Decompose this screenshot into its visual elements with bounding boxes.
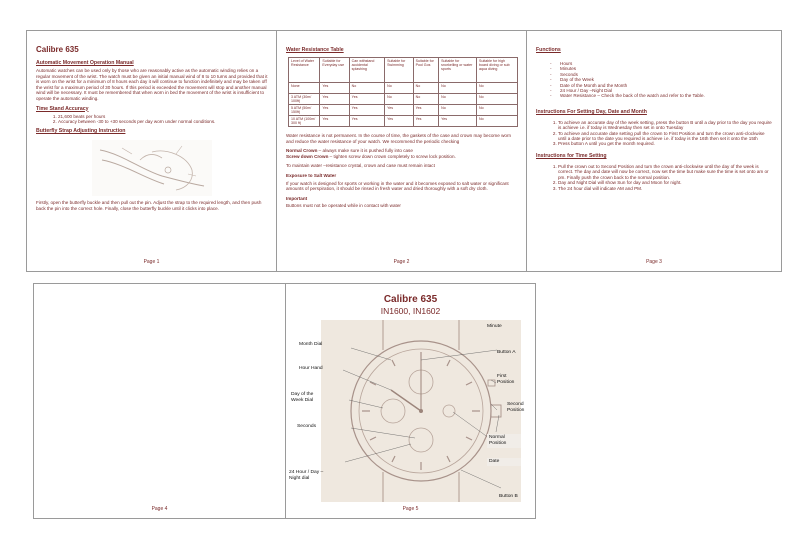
table-header-cell: Suitable for Swimming (385, 58, 413, 83)
label-24-hour-dial: 24 Hour / Day – Night dial (289, 470, 324, 481)
water-para: Water resistance is not permanent. In the course of time, the gaskets of the case and crown may become worn and reduce the water resistance of your watch. We recommend the periodic checking (286, 133, 512, 144)
table-cell: 10 ATM (100m/ 300 ft) (289, 116, 320, 127)
water-resistance-table (288, 57, 518, 127)
table-row (289, 105, 518, 116)
time-heading: Instructions for Time Setting (536, 152, 607, 159)
table-cell: Yes (320, 105, 349, 116)
page-number: Page 4 (151, 506, 168, 512)
table-cell: Yes (413, 105, 439, 116)
table-cell: No (477, 116, 518, 127)
important-heading: Important (286, 195, 308, 201)
water-table-heading: Water Resistance Table (286, 47, 344, 53)
label-button-b: Button B (499, 494, 518, 499)
accuracy-list (36, 114, 268, 125)
label-second-position: Second Position (507, 402, 525, 413)
function-item: - 24 Hour / Day –Night Dial (550, 88, 773, 93)
table-cell: No (477, 105, 518, 116)
table-cell: Yes (385, 116, 413, 127)
normal-crown-label: Normal Crown (286, 148, 318, 154)
operation-heading: Automatic Movement Operation Manual (36, 60, 134, 66)
time-list (536, 164, 773, 191)
table-cell: No (439, 83, 477, 94)
strap-heading: Butterfly Strap Adjusting Instruction (36, 128, 126, 135)
setting-heading: Instructions For Setting Day, Date and Month (536, 108, 647, 115)
table-row (289, 116, 518, 127)
table-cell: Yes (349, 94, 385, 105)
table-cell: No (385, 94, 413, 105)
time-item: 3. The 24 hour dial will indicate AM and PM. (558, 186, 773, 191)
label-button-a: Button A (497, 350, 516, 355)
table-cell: 5 ATM (50m/ 150ft) (289, 105, 320, 116)
table-cell: Yes (439, 116, 477, 127)
table-cell: No (349, 83, 385, 94)
functions-heading: Functions (536, 47, 561, 53)
table-cell: No (439, 94, 477, 105)
table-cell: Yes (385, 105, 413, 116)
table-cell: Yes (349, 105, 385, 116)
table-cell: No (413, 83, 439, 94)
table-cell: No (413, 94, 439, 105)
watch-drawing (321, 320, 521, 502)
table-header-cell: Suitable for high board diving or sub aqua diving (477, 58, 518, 83)
salt-text: If your watch is designed for sports or working in the water and it becomes exposed to salt water or significant amounts of perspiration, it should be rinsed in fresh water and dried thoroughly with a soft dry cloth. (286, 180, 509, 192)
label-hour-hand: Hour Hand (299, 366, 323, 371)
function-item: - Hours (550, 61, 773, 66)
table-header-row (289, 58, 518, 83)
manual-page-1 (26, 30, 277, 272)
page-number: Page 1 (143, 259, 160, 265)
screw-crown-text: – tighten screw down crown completely to screw lock position. (328, 153, 456, 159)
accuracy-item: 2. Accuracy between -30 to +30 seconds per day worn under normal conditions. (58, 119, 268, 124)
salt-heading: Exposure to Salt Water (286, 172, 337, 178)
page-number: Page 5 (402, 506, 419, 512)
table-cell: No (439, 105, 477, 116)
strap-text: Firstly, open the butterfly buckle and then pull out the pin. Adjust the strap to the required length, and then push back the pin into the correct hole. Finally, close the butterfly buckle until it clicks into place. (36, 200, 262, 211)
setting-item: 1. To achieve an accurate day of the week setting, press the button B until a day prior to the day you require is achieve i.e. if today is Wednesday then set in onto Tuesday (558, 120, 773, 131)
table-cell: No (477, 83, 518, 94)
setting-item: 3. Press button A until you get the month required. (558, 141, 773, 146)
crown-notes (286, 148, 518, 159)
table-cell: None (289, 83, 320, 94)
label-minute: Minute (487, 324, 502, 329)
table-header-cell: Can withstand accidental splashing (349, 58, 385, 83)
table-cell: Yes (349, 116, 385, 127)
function-item: - Day of the Week (550, 77, 773, 82)
function-item: - Water Resistance – Check the back of the watch and refer to the Table. (550, 93, 773, 98)
table-cell: Yes (413, 116, 439, 127)
normal-crown-text: – always make sure it is pushed fully into case (317, 148, 413, 154)
page5-subtitle: IN1600, IN1602 (380, 306, 441, 316)
manual-page-2 (276, 30, 527, 272)
watch-diagram (289, 320, 525, 502)
page-number: Page 3 (646, 259, 662, 265)
page5-title: Calibre 635 (383, 294, 438, 305)
function-item: - Seconds (550, 72, 773, 77)
page-number: Page 2 (393, 259, 410, 265)
setting-list (536, 120, 773, 147)
table-header-cell: Level of Water Resistance (289, 58, 320, 83)
screw-crown-label: Screw down Crown (286, 153, 329, 159)
function-item: - Minutes (550, 66, 773, 71)
label-day-of-week: Day of the Week Dial (291, 392, 314, 403)
accuracy-heading: Time Stand Accuracy (36, 105, 89, 112)
setting-item: 2. To achieve and accurate date setting pull the crown to First Position and turn the crown anti-clockwise until a date prior to the date you required is achieve i.e. if today is the 16th then set it onto the 15th (558, 131, 773, 142)
page1-title: Calibre 635 (36, 45, 79, 54)
label-date: Date (487, 458, 521, 466)
accuracy-item: 1. 21,600 beats per hours (58, 114, 268, 119)
table-row (289, 94, 518, 105)
table-header-cell: Suitable for snorkelling or water sports (439, 58, 477, 83)
label-month-dial: Month Dial (299, 342, 323, 347)
table-cell: No (385, 83, 413, 94)
manual-page-3 (526, 30, 782, 272)
function-item: - Date of the Month and the Month (550, 83, 773, 88)
table-cell: Yes (320, 94, 349, 105)
table-cell: Yes (320, 116, 349, 127)
table-header-cell: Suitable for Pool Gos (413, 58, 439, 83)
table-cell: Yes (320, 83, 349, 94)
strap-illustration (92, 140, 212, 196)
table-row (289, 83, 518, 94)
time-item: 2. Day and Night Dial will show Sun for day and Moon for night. (558, 180, 773, 185)
important-text: Buttons must not be operated while in contact with water (286, 203, 401, 209)
manual-page-4 (33, 283, 286, 519)
functions-list (536, 61, 773, 99)
table-cell: No (477, 94, 518, 105)
maintain-text: To maintain water –resistance crystal, crown and case must remain intact (286, 163, 435, 169)
label-normal-position: Normal Position (487, 434, 521, 448)
label-first-position: First Position (497, 374, 515, 385)
table-cell: 3 ATM (30m/ 100ft) (289, 94, 320, 105)
operation-text: Automatic watches can be used only by those who are reasonably active as the automatic winding relies on a regular movement of the wrist. The watch must be given an initial manual wind of 8 to 10 turns and provided that it is worn on the wrist for a minimum of 8 hours each day it will continue to function indefinitely and may be taken off the wrist for a maximum period of 30 hours. If this period is exceeded the movement will stop and another manual wind will be necessary. It must be remembered that when worn in bed the movement of the wrist is insufficient to operate the automatic winding. (36, 68, 268, 101)
table-header-cell: Suitable for Everyday use (320, 58, 349, 83)
manual-page-5 (285, 283, 536, 519)
label-seconds: Seconds (297, 424, 317, 429)
time-item: 1. Pull the crown out to Second Position and turn the crown anti-clockwise until the day of the week is correct. The day and date will now be correct, now set the time but make sure the time is set onto am or pm. Finally push the crown back to the normal position. (558, 164, 773, 180)
